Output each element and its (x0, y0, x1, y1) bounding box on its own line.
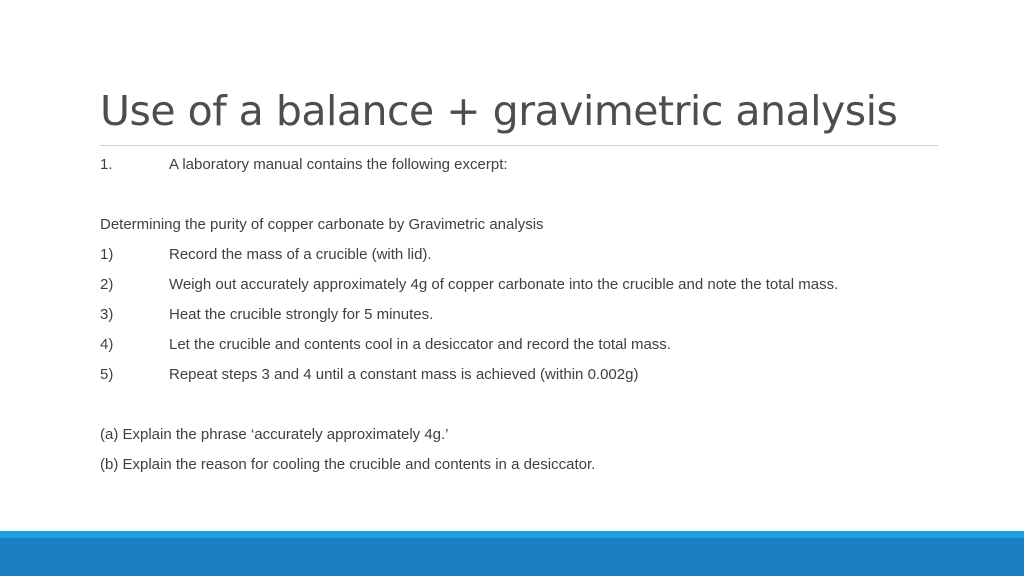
step-number: 5) (100, 366, 114, 383)
step-number: 3) (100, 306, 114, 323)
spacer (100, 180, 960, 210)
intro-number: 1. (100, 156, 113, 173)
footer-accent-stripe (0, 531, 1024, 538)
step-item (100, 270, 960, 300)
spacer (100, 390, 960, 420)
question-b: (b) Explain the reason for cooling the crucible and contents in a desiccator. (100, 456, 596, 473)
step-text: Record the mass of a crucible (with lid). (169, 246, 432, 263)
step-number: 1) (100, 246, 114, 263)
step-item (100, 240, 960, 270)
question-a: (a) Explain the phrase ‘accurately approximately 4g.’ (100, 426, 449, 443)
footer-accent-bar (0, 538, 1024, 576)
step-item (100, 300, 960, 330)
step-item (100, 360, 960, 390)
title-divider (100, 145, 938, 146)
procedure-heading: Determining the purity of copper carbonate by Gravimetric analysis (100, 216, 544, 233)
step-number: 4) (100, 336, 114, 353)
step-number: 2) (100, 276, 114, 293)
step-text: Heat the crucible strongly for 5 minutes. (169, 306, 434, 323)
slide-body (100, 150, 960, 480)
step-text: Repeat steps 3 and 4 until a constant mass is achieved (within 0.002g) (169, 366, 639, 383)
intro-line (100, 150, 960, 180)
slide-title: Use of a balance + gravimetric analysis (100, 87, 898, 135)
step-item (100, 330, 960, 360)
step-text: Weigh out accurately approximately 4g of copper carbonate into the crucible and note the total mass. (169, 276, 839, 293)
intro-text: A laboratory manual contains the following excerpt: (169, 156, 508, 173)
step-text: Let the crucible and contents cool in a desiccator and record the total mass. (169, 336, 671, 353)
